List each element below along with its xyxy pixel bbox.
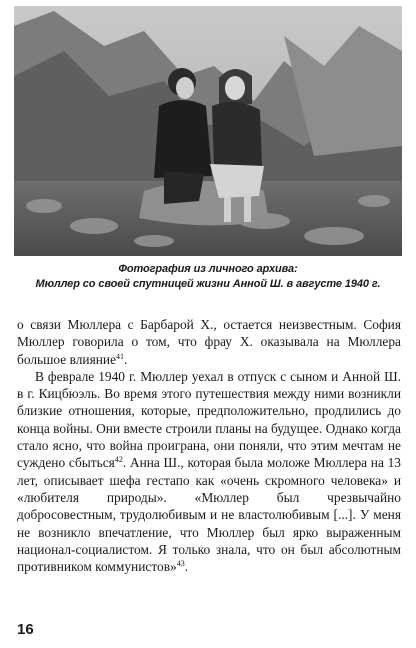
paragraph-text: В феврале 1940 г. Мюллер уехал в отпуск с сыном и Анной Ш. в г. Кицбюэль. Во время этого путешествия между ними возникли близкие отношения, которые, предположительно, продлились до конца войны. Они вместе строили планы на будущее. Однако когда стало ясно, что война проиграна, они поняли, что этим мечтам не суждено сбыться (17, 368, 401, 471)
archive-photo (14, 6, 402, 256)
photo-caption (14, 262, 402, 292)
paragraph-text: о связи Мюллера с Барбарой Х., остается неизвестным. София Мюллер говорила о том, что фрау Х. оказывала на Мюллера большое влияние (17, 317, 401, 367)
footnote-ref: 42 (114, 455, 123, 465)
paragraph: В феврале 1940 г. Мюллер уехал в отпуск с сыном и Анной Ш. в г. Кицбюэль. Во время этого путешествия между ними возникли близкие отношения, которые, предположительно, продлились до конца войны. Они вместе строили планы на будущее. Однако когда стало ясно, что война проиграна, они поняли, что этим мечтам не суждено сбыться$^{42}$. Анна Ш., которая была моложе Мюллера на 13 лет, описывает шефа гестапо как «очень скромного человека» и «любителя природы». «Мюллер был чрезвычайно добросовестным, трудолюбивым и не властолюбивым [...]. У меня не возникло впечатление, что Мюллер был ярко выраженным национал-социалистом. Я только знала, что он был абсолютным противником коммунистов»$^{43}$. (17, 368, 402, 575)
page-number: 16 (17, 621, 34, 638)
footnote-ref: 41 (116, 351, 125, 361)
body-text (17, 316, 401, 575)
paragraph-text: Анна Ш., которая была моложе Мюллера на 13 лет, описывает шефа гестапо как «очень скромного человека» и «любителя природы». «Мюллер был чрезвычайно добросовестным, трудолюбивым и не властолюбивым [...]. У меня не возникло впечатление, что Мюллер был ярко выраженным национал-социалистом. Я только знала, что он был абсолютным противником коммунистов» (17, 455, 402, 575)
photo-image (14, 6, 402, 256)
caption-line-1: Фотография из личного архива: (118, 263, 298, 275)
caption-line-2: Мюллер со своей спутницей жизни Анной Ш. в августе 1940 г. (35, 278, 381, 290)
footnote-ref: 43 (176, 559, 185, 569)
paragraph: о связи Мюллера с Барбарой Х., остается неизвестным. София Мюллер говорила о том, что фрау Х. оказывала на Мюллера большое влияние$^{41}$. (17, 317, 401, 367)
